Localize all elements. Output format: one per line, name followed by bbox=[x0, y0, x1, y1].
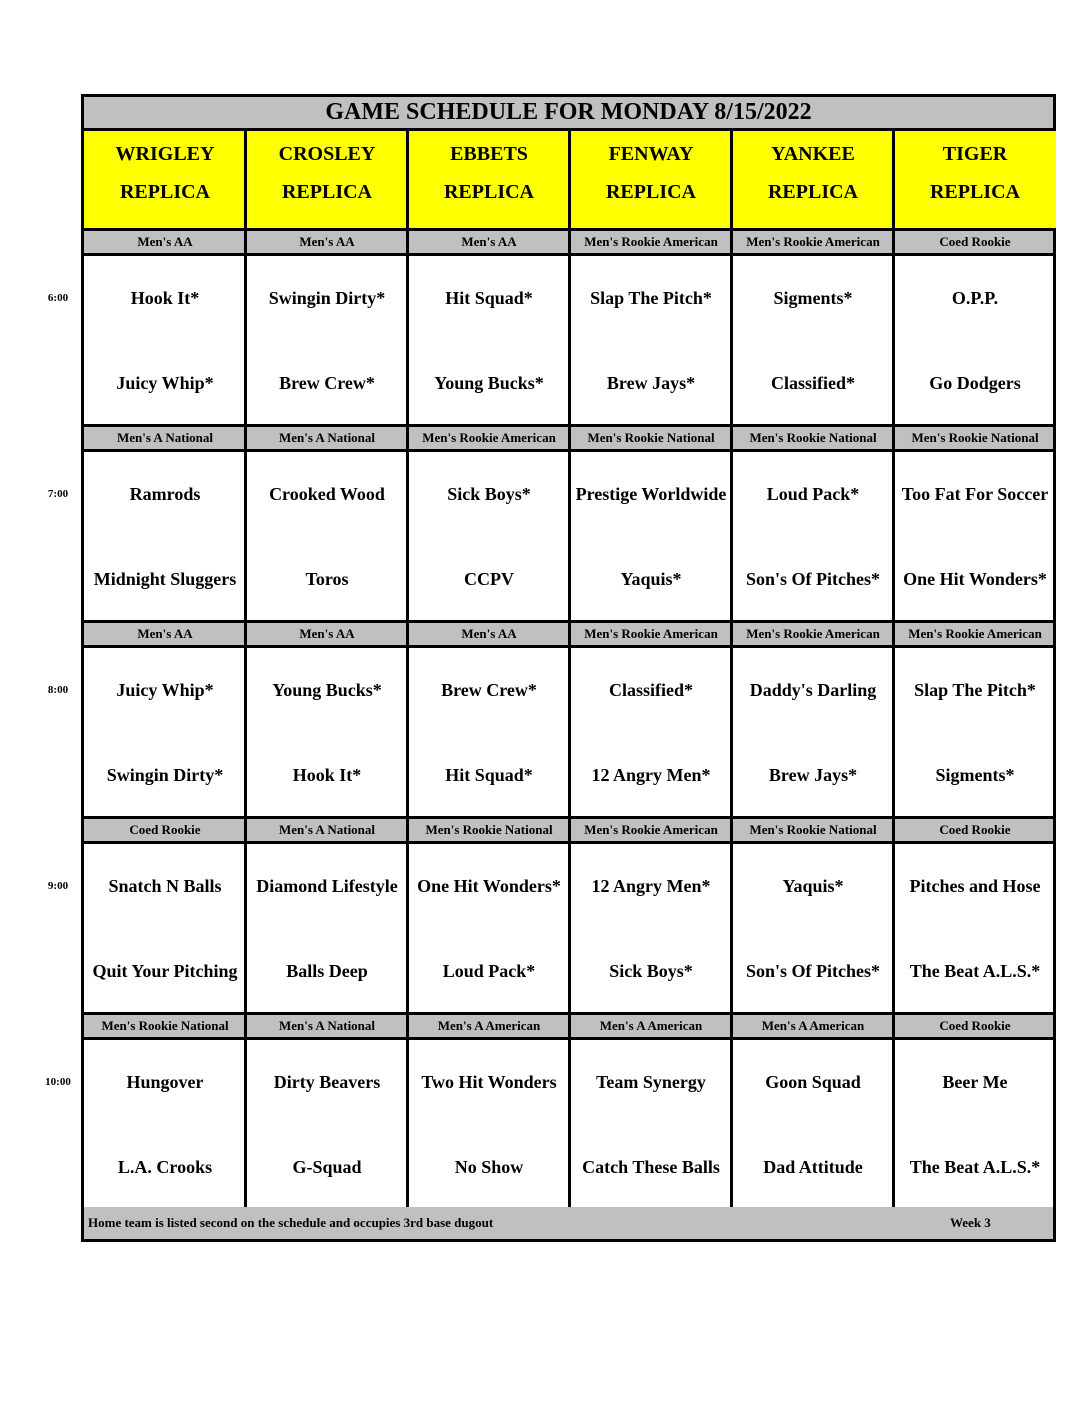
home-team: Yaquis* bbox=[620, 569, 682, 589]
field-name: EBBETS bbox=[450, 143, 528, 165]
away-team: Ramrods bbox=[129, 484, 201, 504]
home-team: Juicy Whip* bbox=[116, 373, 214, 393]
home-team: Hook It* bbox=[292, 765, 362, 785]
field-header bbox=[84, 131, 246, 228]
division-label: Men's Rookie American bbox=[908, 626, 1042, 641]
division-label: Men's A American bbox=[599, 1018, 703, 1033]
home-team: Brew Crew* bbox=[279, 373, 375, 393]
column-divider bbox=[244, 131, 247, 1208]
away-team: Crooked Wood bbox=[269, 484, 385, 504]
division-label: Men's Rookie National bbox=[425, 822, 553, 837]
away-team: Hook It* bbox=[130, 288, 200, 308]
away-team: Beer Me bbox=[942, 1072, 1008, 1092]
away-team: Loud Pack* bbox=[766, 484, 860, 504]
division-label: Men's Rookie American bbox=[422, 430, 556, 445]
field-name: CROSLEY bbox=[278, 143, 376, 165]
division-label: Coed Rookie bbox=[939, 822, 1011, 837]
home-team: CCPV bbox=[464, 569, 514, 589]
home-team: Son's Of Pitches* bbox=[745, 961, 880, 981]
field-subtitle: REPLICA bbox=[929, 181, 1020, 203]
schedule-title: GAME SCHEDULE FOR MONDAY 8/15/2022 bbox=[84, 97, 1053, 131]
home-team: Loud Pack* bbox=[442, 961, 536, 981]
home-team-note: Home team is listed second on the schedule and occupies 3rd base dugout bbox=[88, 1215, 494, 1230]
home-team: Quit Your Pitching bbox=[92, 961, 238, 981]
away-team: One Hit Wonders* bbox=[417, 876, 561, 896]
division-label: Men's Rookie American bbox=[584, 822, 718, 837]
away-team: Daddy's Darling bbox=[749, 680, 877, 700]
division-label: Men's Rookie National bbox=[749, 430, 877, 445]
division-label: Men's Rookie American bbox=[746, 234, 880, 249]
home-team: G-Squad bbox=[292, 1157, 362, 1177]
home-team: Swingin Dirty* bbox=[106, 765, 224, 785]
away-team: Slap The Pitch* bbox=[590, 288, 712, 308]
away-team: Sick Boys* bbox=[447, 484, 531, 504]
away-team: Snatch N Balls bbox=[108, 876, 222, 896]
division-label: Men's Rookie American bbox=[584, 234, 718, 249]
field-subtitle: REPLICA bbox=[119, 181, 210, 203]
time-slot-label: 6:00 bbox=[47, 292, 69, 304]
away-team: Hungover bbox=[126, 1072, 204, 1092]
away-team: Young Bucks* bbox=[272, 680, 382, 700]
home-team: Dad Attitude bbox=[763, 1157, 863, 1177]
time-slot-label: 10:00 bbox=[45, 1076, 71, 1088]
time-slot-label: 7:00 bbox=[47, 488, 69, 500]
home-team: Brew Jays* bbox=[768, 765, 858, 785]
division-label: Men's Rookie National bbox=[101, 1018, 229, 1033]
field-header bbox=[246, 131, 408, 228]
away-team: Prestige Worldwide bbox=[575, 484, 727, 504]
home-team: No Show bbox=[454, 1157, 524, 1177]
field-header bbox=[408, 131, 570, 228]
field-subtitle: REPLICA bbox=[767, 181, 858, 203]
time-slot-label: 9:00 bbox=[47, 880, 69, 892]
away-team: Goon Squad bbox=[765, 1072, 861, 1092]
division-label: Men's AA bbox=[461, 626, 517, 641]
division-label: Men's Rookie American bbox=[584, 626, 718, 641]
home-team: The Beat A.L.S.* bbox=[909, 1157, 1041, 1177]
division-label: Men's A American bbox=[761, 1018, 865, 1033]
division-label: Men's AA bbox=[137, 626, 193, 641]
field-subtitle: REPLICA bbox=[443, 181, 534, 203]
week-label: Week 3 bbox=[950, 1215, 991, 1230]
field-header bbox=[570, 131, 732, 228]
division-label: Men's Rookie National bbox=[587, 430, 715, 445]
column-divider bbox=[406, 131, 409, 1208]
away-team: Brew Crew* bbox=[441, 680, 537, 700]
division-label: Men's Rookie American bbox=[746, 626, 880, 641]
division-label: Men's Rookie National bbox=[749, 822, 877, 837]
home-team: Balls Deep bbox=[286, 961, 368, 981]
division-label: Men's AA bbox=[299, 234, 355, 249]
home-team: Toros bbox=[305, 569, 349, 589]
away-team: Pitches and Hose bbox=[909, 876, 1041, 896]
home-team: L.A. Crooks bbox=[117, 1157, 213, 1177]
field-name: FENWAY bbox=[608, 143, 694, 165]
time-slot-label: 8:00 bbox=[47, 684, 69, 696]
division-label: Men's A National bbox=[278, 1018, 376, 1033]
column-divider bbox=[730, 131, 733, 1208]
away-team: Swingin Dirty* bbox=[268, 288, 386, 308]
division-label: Men's AA bbox=[137, 234, 193, 249]
division-label: Men's A National bbox=[116, 430, 214, 445]
field-header bbox=[732, 131, 894, 228]
home-team: Go Dodgers bbox=[929, 373, 1021, 393]
column-divider bbox=[892, 131, 895, 1208]
home-team: One Hit Wonders* bbox=[903, 569, 1047, 589]
away-team: Diamond Lifestyle bbox=[256, 876, 398, 896]
home-team: Sigments* bbox=[935, 765, 1015, 785]
home-team: Son's Of Pitches* bbox=[745, 569, 880, 589]
field-header bbox=[894, 131, 1056, 228]
home-team: The Beat A.L.S.* bbox=[909, 961, 1041, 981]
field-name: YANKEE bbox=[771, 143, 855, 165]
field-subtitle: REPLICA bbox=[605, 181, 696, 203]
division-label: Men's A National bbox=[278, 822, 376, 837]
away-team: Hit Squad* bbox=[445, 288, 533, 308]
division-label: Men's A American bbox=[437, 1018, 541, 1033]
away-team: Sigments* bbox=[773, 288, 853, 308]
column-divider bbox=[568, 131, 571, 1208]
away-team: Yaquis* bbox=[782, 876, 844, 896]
division-label: Coed Rookie bbox=[939, 234, 1011, 249]
division-label: Coed Rookie bbox=[939, 1018, 1011, 1033]
division-label: Men's AA bbox=[461, 234, 517, 249]
field-subtitle: REPLICA bbox=[281, 181, 372, 203]
division-label: Coed Rookie bbox=[129, 822, 201, 837]
home-team: Hit Squad* bbox=[445, 765, 533, 785]
home-team: Catch These Balls bbox=[582, 1157, 720, 1177]
away-team: Too Fat For Soccer bbox=[901, 484, 1049, 504]
away-team: Juicy Whip* bbox=[116, 680, 214, 700]
division-label: Men's AA bbox=[299, 626, 355, 641]
division-label: Men's Rookie National bbox=[911, 430, 1039, 445]
home-team: Sick Boys* bbox=[609, 961, 693, 981]
footer-bar bbox=[84, 1207, 1053, 1239]
away-team: 12 Angry Men* bbox=[591, 876, 711, 896]
away-team: Slap The Pitch* bbox=[914, 680, 1036, 700]
field-name: TIGER bbox=[942, 143, 1008, 165]
away-team: Dirty Beavers bbox=[273, 1072, 381, 1092]
home-team: 12 Angry Men* bbox=[591, 765, 711, 785]
away-team: Two Hit Wonders bbox=[421, 1072, 557, 1092]
division-label: Men's A National bbox=[278, 430, 376, 445]
home-team: Young Bucks* bbox=[434, 373, 544, 393]
field-name: WRIGLEY bbox=[115, 143, 215, 165]
away-team: Classified* bbox=[608, 680, 693, 700]
schedule-table bbox=[81, 94, 1056, 1242]
away-team: O.P.P. bbox=[951, 288, 999, 308]
home-team: Midnight Sluggers bbox=[93, 569, 237, 589]
home-team: Brew Jays* bbox=[606, 373, 696, 393]
away-team: Team Synergy bbox=[596, 1072, 706, 1092]
home-team: Classified* bbox=[770, 373, 855, 393]
